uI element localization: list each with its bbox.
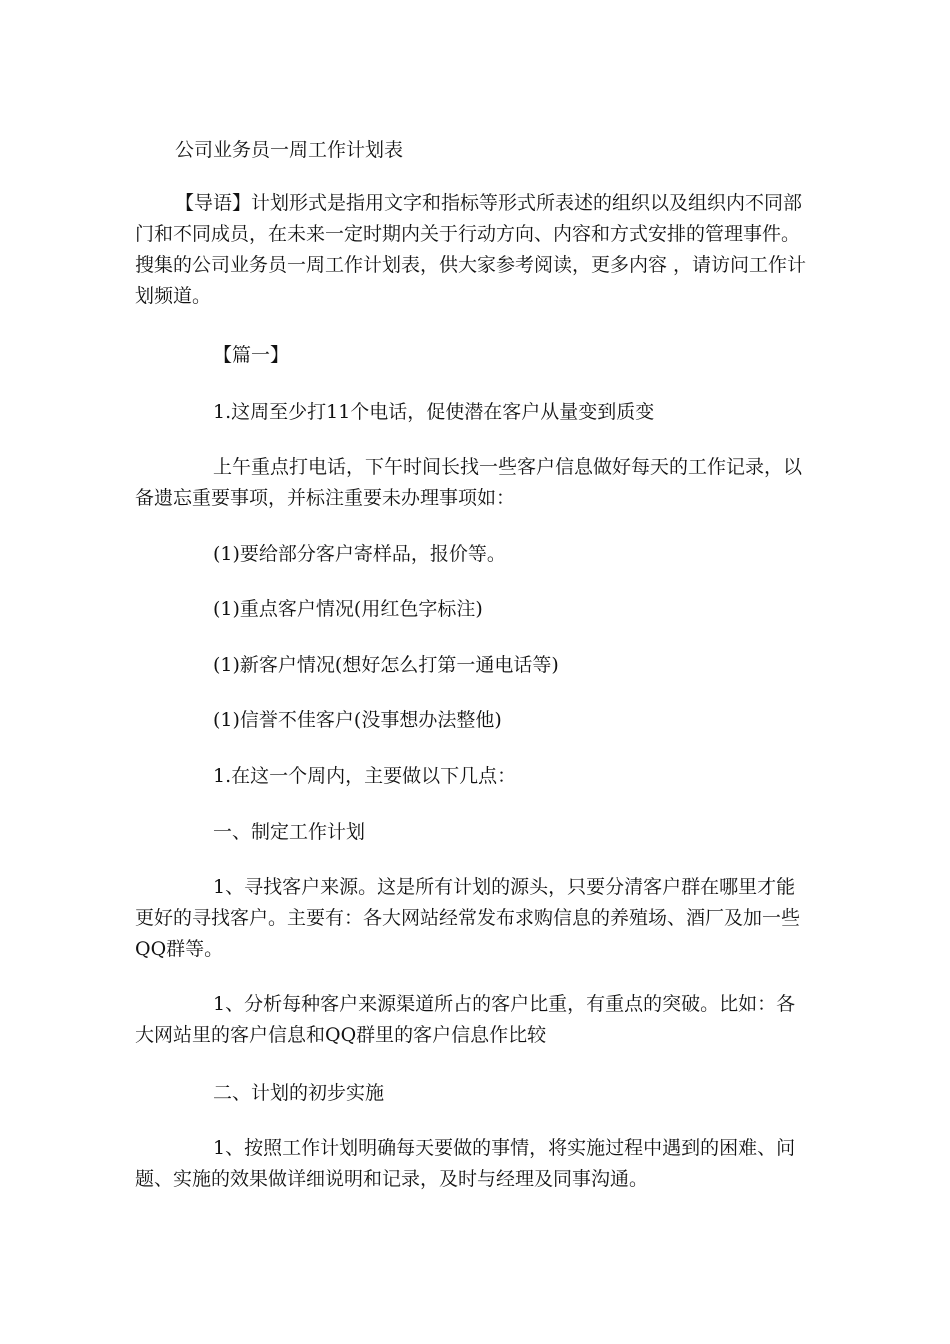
paragraph-2: 上午重点打电话，下午时间长找一些客户信息做好每天的工作记录，以备遗忘重要事项，并标注重要未办理事项如： bbox=[135, 456, 803, 509]
paragraph-5: (1)新客户情况(想好怎么打第一通电话等) bbox=[213, 654, 559, 676]
paragraph-10: 1、分析每种客户来源渠道所占的客户比重，有重点的突破。比如：各大网站里的客户信息和QQ群里的客户信息作比较 bbox=[135, 993, 796, 1046]
intro-paragraph: 【导语】计划形式是指用文字和指标等形式所表述的组织以及组织内不同部门和不同成员，在未来一定时期内关于行动方向、内容和方式安排的管理事件。搜集的公司业务员一周工作计划表，供大家参考阅读，更多内容 ，请访问工作计划频道。 bbox=[135, 192, 807, 307]
paragraph-3: (1)要给部分客户寄样品，报价等。 bbox=[213, 543, 506, 565]
document-title: 公司业务员一周工作计划表 bbox=[175, 139, 404, 161]
heading-1: 一、制定工作计划 bbox=[213, 821, 366, 843]
paragraph-12: 1、按照工作计划明确每天要做的事情，将实施过程中遇到的困难、问题、实施的效果做详细说明和记录，及时与经理及同事沟通。 bbox=[135, 1137, 796, 1190]
paragraph-9: 1、寻找客户来源。这是所有计划的源头，只要分清客户群在哪里才能更好的寻找客户。主要有：各大网站经常发布求购信息的养殖场、酒厂及加一些QQ群等。 bbox=[135, 876, 801, 960]
paragraph-1: 1.这周至少打11个电话，促使潜在客户从量变到质变 bbox=[213, 401, 655, 423]
paragraph-4: (1)重点客户情况(用红色字标注) bbox=[213, 598, 483, 620]
heading-2: 二、计划的初步实施 bbox=[213, 1082, 385, 1104]
section-label: 【篇一】 bbox=[213, 344, 290, 366]
paragraph-7: 1.在这一个周内，主要做以下几点： bbox=[213, 765, 517, 787]
paragraph-6: (1)信誉不佳客户(没事想办法整他) bbox=[213, 709, 502, 731]
